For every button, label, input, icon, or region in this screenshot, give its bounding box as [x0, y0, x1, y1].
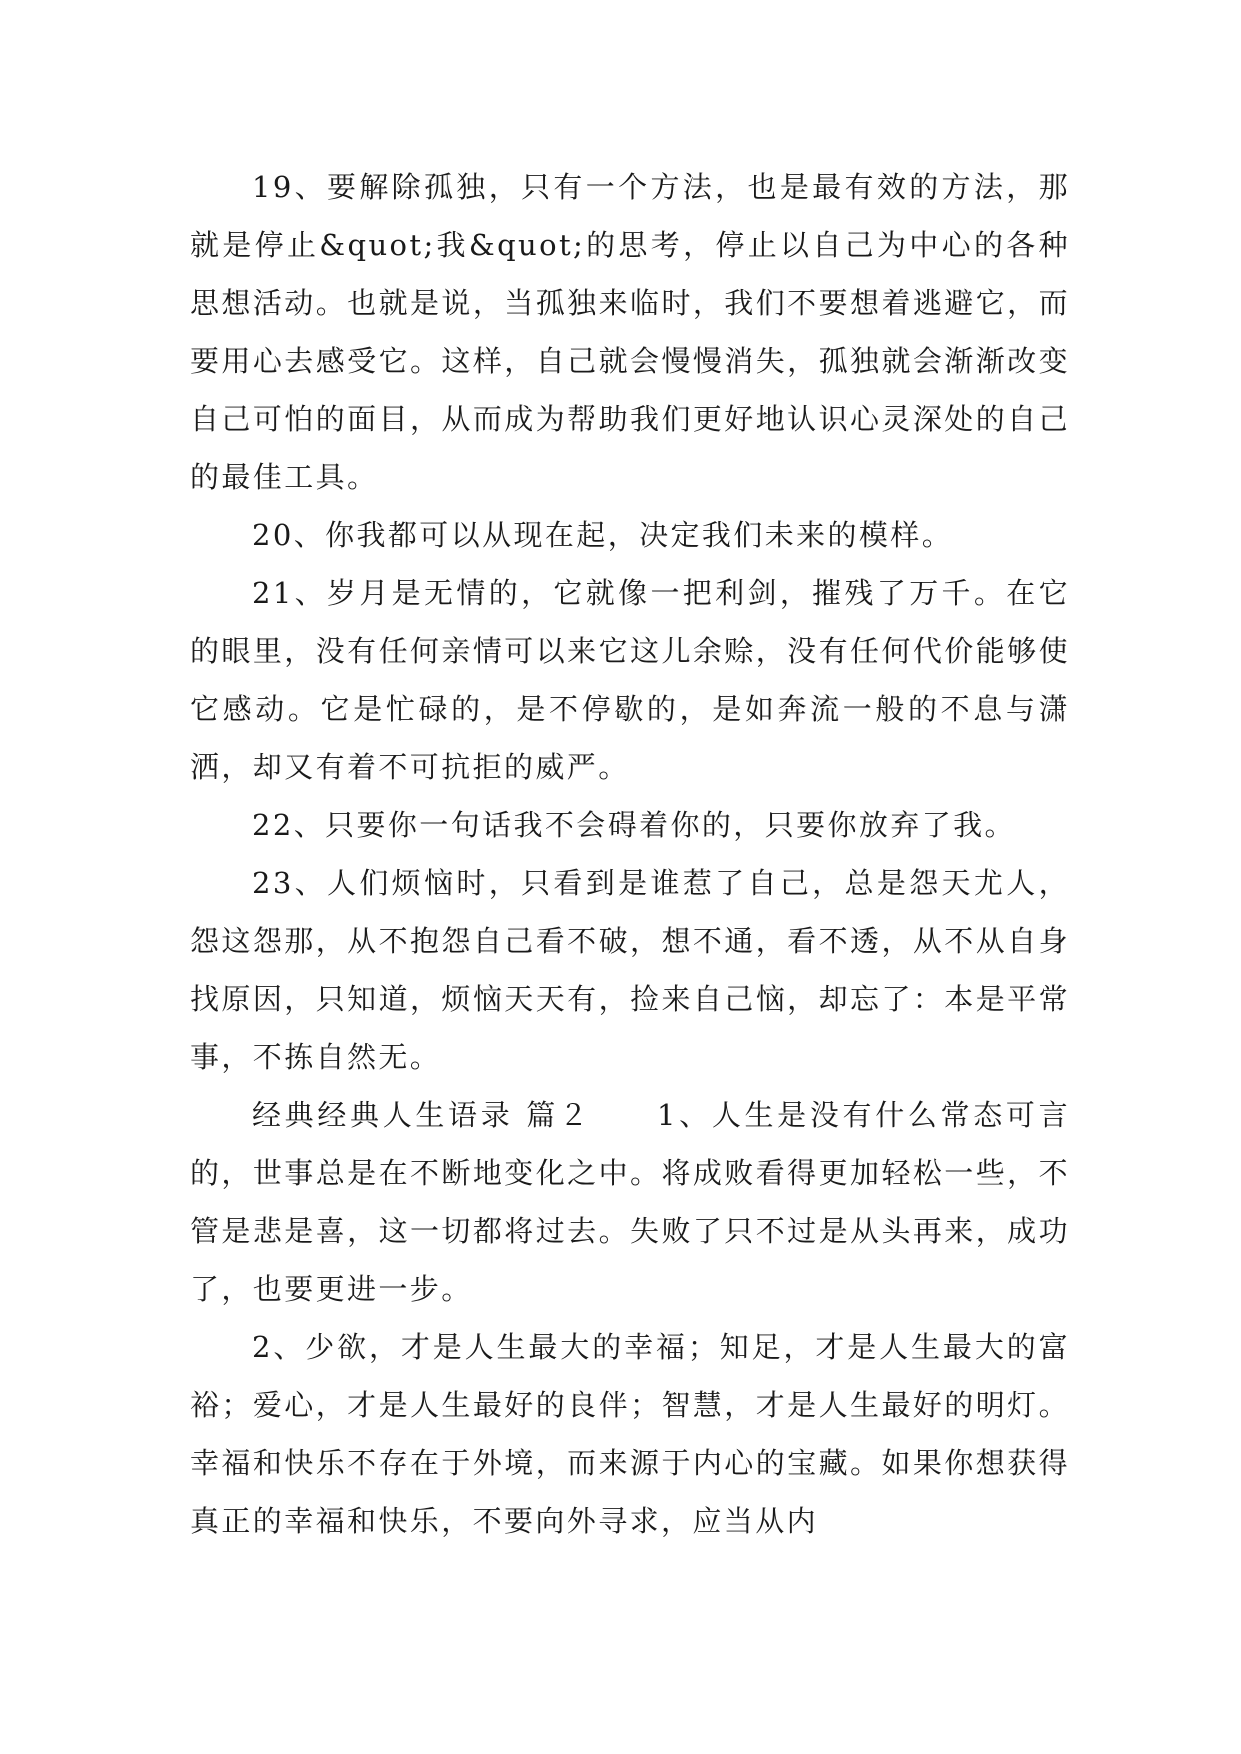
paragraph-21: 21、岁月是无情的，它就像一把利剑，摧残了万千。在它的眼里，没有任何亲情可以来它这儿余赊，没有任何代价能够使它感动。它是忙碌的，是不停歇的，是如奔流一般的不息与潇洒，却又有着不可抗拒的威严。 [190, 576, 1070, 784]
document-body [190, 158, 1070, 1550]
section-2-paragraph-2: 2、少欲，才是人生最大的幸福；知足，才是人生最大的富裕；爱心，才是人生最好的良伴；智慧，才是人生最好的明灯。幸福和快乐不存在于外境，而来源于内心的宝藏。如果你想获得真正的幸福和快乐，不要向外寻求，应当从内 [190, 1330, 1070, 1538]
paragraph-20: 20、你我都可以从现在起，决定我们未来的模样。 [252, 518, 954, 552]
paragraph-19: 19、要解除孤独，只有一个方法，也是最有效的方法，那就是停止&quot;我&quot;的思考，停止以自己为中心的各种思想活动。也就是说，当孤独来临时，我们不要想着逃避它，而要用心去感受它。这样，自己就会慢慢消失，孤独就会渐渐改变自己可怕的面目，从而成为帮助我们更好地认识心灵深处的自己的最佳工具。 [190, 170, 1070, 494]
section-2-paragraph-1: 经典经典人生语录 篇２ 1、人生是没有什么常态可言的，世事总是在不断地变化之中。将成败看得更加轻松一些，不管是悲是喜，这一切都将过去。失败了只不过是从头再来，成功了，也要更进一步。 [190, 1098, 1070, 1306]
paragraph-23: 23、人们烦恼时，只看到是谁惹了自己，总是怨天尤人，怨这怨那，从不抱怨自己看不破，想不通，看不透，从不从自身找原因，只知道，烦恼天天有，捡来自己恼，却忘了：本是平常事，不拣自然无。 [190, 866, 1070, 1074]
paragraph-22: 22、只要你一句话我不会碍着你的，只要你放弃了我。 [252, 808, 1016, 842]
